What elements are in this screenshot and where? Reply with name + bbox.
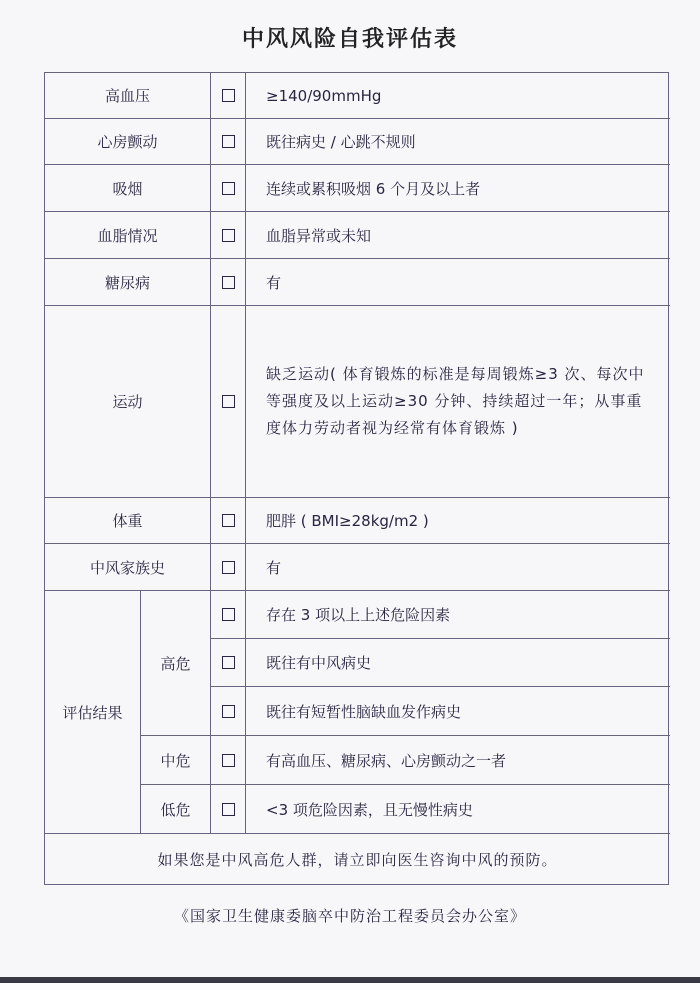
result-low-label: 低危 bbox=[141, 785, 211, 834]
row-desc-exercise: 缺乏运动( 体育锻炼的标准是每周锻炼≥3 次、每次中等强度及以上运动≥30 分钟、持续超过一年；从事重度体力劳动者视为经常有体育锻炼 ) bbox=[246, 306, 670, 498]
result-medium-item: 有高血压、糖尿病、心房颤动之一者 bbox=[246, 736, 670, 785]
checkbox-icon bbox=[222, 276, 235, 289]
checkbox-icon bbox=[222, 135, 235, 148]
bottom-bar bbox=[0, 977, 700, 983]
result-high-item-2: 既往有中风病史 bbox=[246, 639, 670, 687]
row-label-family-history: 中风家族史 bbox=[45, 544, 211, 591]
checkbox-diabetes[interactable] bbox=[211, 259, 246, 306]
checkbox-icon bbox=[222, 754, 235, 767]
footer-source: 《国家卫生健康委脑卒中防治工程委员会办公室》 bbox=[173, 907, 526, 925]
checkbox-high-1[interactable] bbox=[211, 591, 246, 639]
row-label-exercise: 运动 bbox=[45, 306, 211, 498]
checkbox-icon bbox=[222, 803, 235, 816]
row-label-atrial-fibrillation: 心房颤动 bbox=[45, 119, 211, 165]
result-medium-label: 中危 bbox=[141, 736, 211, 785]
checkbox-atrial-fibrillation[interactable] bbox=[211, 119, 246, 165]
checkbox-icon bbox=[222, 656, 235, 669]
checkbox-smoking[interactable] bbox=[211, 165, 246, 212]
checkbox-icon bbox=[222, 608, 235, 621]
row-desc-weight: 肥胖 ( BMI≥28kg/m2 ) bbox=[246, 498, 670, 544]
checkbox-blood-lipids[interactable] bbox=[211, 212, 246, 259]
checkbox-family-history[interactable] bbox=[211, 544, 246, 591]
checkbox-exercise[interactable] bbox=[211, 306, 246, 498]
result-high-item-3: 既往有短暂性脑缺血发作病史 bbox=[246, 687, 670, 736]
result-low-item: <3 项危险因素，且无慢性病史 bbox=[246, 785, 670, 834]
row-label-weight: 体重 bbox=[45, 498, 211, 544]
checkbox-high-3[interactable] bbox=[211, 687, 246, 736]
row-desc-atrial-fibrillation: 既往病史 / 心跳不规则 bbox=[246, 119, 670, 165]
checkbox-icon bbox=[222, 395, 235, 408]
result-label: 评估结果 bbox=[45, 591, 141, 834]
row-desc-hypertension: ≥140/90mmHg bbox=[246, 73, 670, 119]
checkbox-high-2[interactable] bbox=[211, 639, 246, 687]
assessment-table bbox=[44, 72, 669, 885]
row-desc-blood-lipids: 血脂异常或未知 bbox=[246, 212, 670, 259]
row-label-diabetes: 糖尿病 bbox=[45, 259, 211, 306]
checkbox-icon bbox=[222, 514, 235, 527]
page-title: 中风风险自我评估表 bbox=[241, 27, 458, 52]
checkbox-low[interactable] bbox=[211, 785, 246, 834]
row-label-hypertension: 高血压 bbox=[45, 73, 211, 119]
checkbox-icon bbox=[222, 561, 235, 574]
row-desc-family-history: 有 bbox=[246, 544, 670, 591]
notice-text: 如果您是中风高危人群，请立即向医生咨询中风的预防。 bbox=[157, 850, 558, 869]
checkbox-medium[interactable] bbox=[211, 736, 246, 785]
row-desc-diabetes: 有 bbox=[246, 259, 670, 306]
row-desc-smoking: 连续或累积吸烟 6 个月及以上者 bbox=[246, 165, 670, 212]
checkbox-weight[interactable] bbox=[211, 498, 246, 544]
checkbox-icon bbox=[222, 705, 235, 718]
checkbox-icon bbox=[222, 182, 235, 195]
checkbox-icon bbox=[222, 229, 235, 242]
row-label-blood-lipids: 血脂情况 bbox=[45, 212, 211, 259]
checkbox-hypertension[interactable] bbox=[211, 73, 246, 119]
checkbox-icon bbox=[222, 89, 235, 102]
result-high-label: 高危 bbox=[141, 591, 211, 736]
row-label-smoking: 吸烟 bbox=[45, 165, 211, 212]
result-high-item-1: 存在 3 项以上上述危险因素 bbox=[246, 591, 670, 639]
